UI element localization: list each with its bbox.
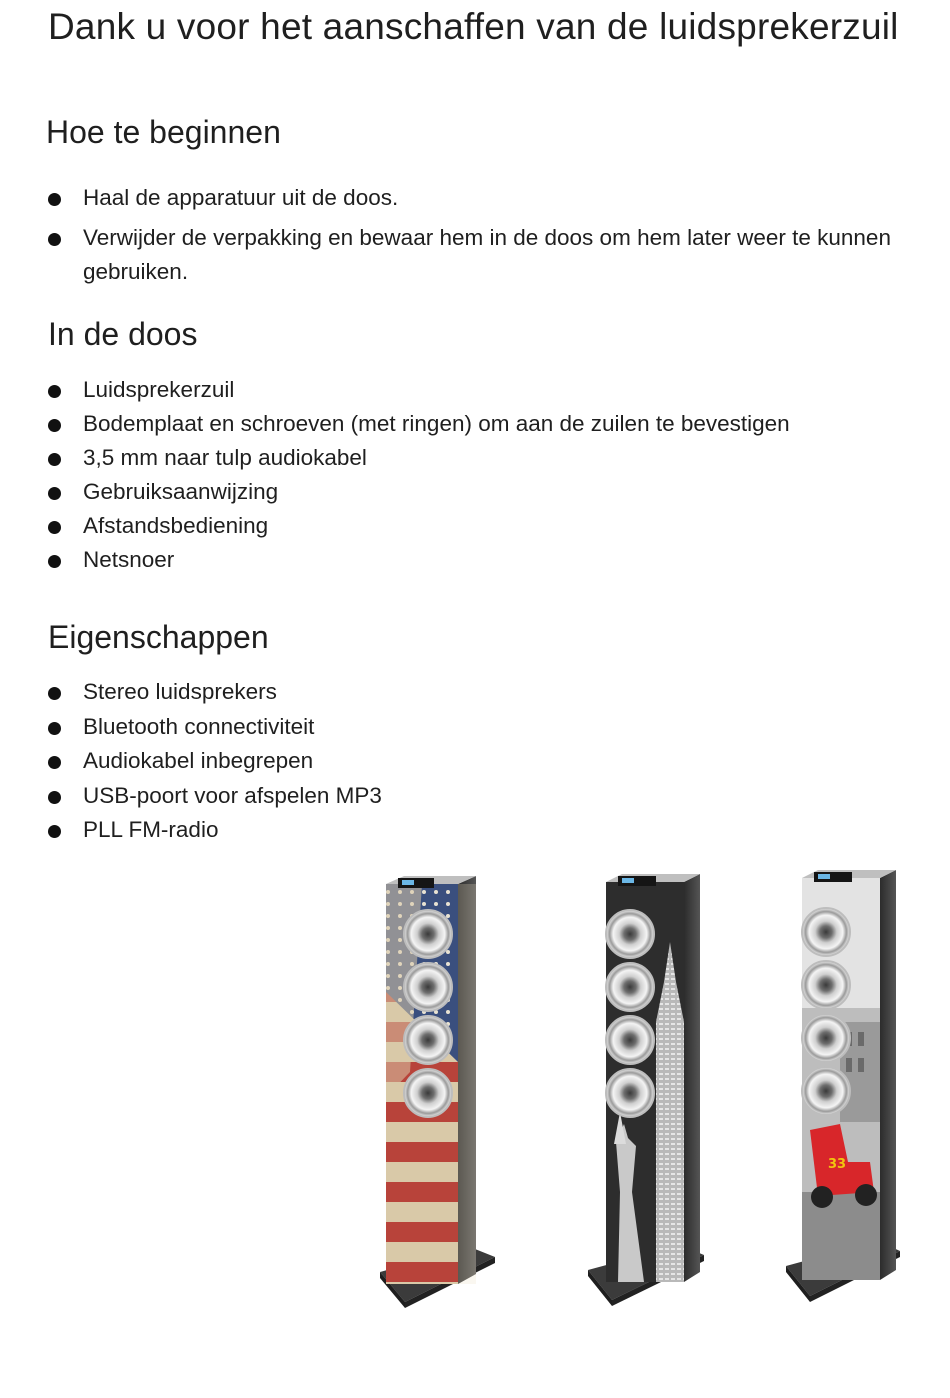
list-item: PLL FM-radio bbox=[0, 813, 382, 847]
speaker-towers-photo bbox=[370, 862, 910, 1317]
rome-scooter-tower bbox=[786, 870, 900, 1302]
heading-in-the-box: In de doos bbox=[48, 316, 198, 352]
list-item: Stereo luidsprekers bbox=[0, 675, 382, 709]
list-item: Haal de apparatuur uit de doos. bbox=[0, 181, 893, 215]
in-the-box-list bbox=[0, 373, 790, 577]
page-title: Dank u voor het aanschaffen van de luidsprekerzuil bbox=[48, 6, 899, 47]
scooter-number: 33 bbox=[828, 1157, 847, 1172]
list-item: Bluetooth connectiviteit bbox=[0, 710, 382, 744]
list-item: Afstandsbediening bbox=[0, 509, 790, 543]
getting-started-list bbox=[0, 181, 893, 295]
list-item: Gebruiksaanwijzing bbox=[0, 475, 790, 509]
heading-features: Eigenschappen bbox=[48, 619, 269, 655]
list-item: Audiokabel inbegrepen bbox=[0, 744, 382, 778]
usa-flag-tower bbox=[380, 876, 495, 1308]
list-item: 3,5 mm naar tulp audiokabel bbox=[0, 441, 790, 475]
features-list bbox=[0, 675, 382, 848]
list-item: Netsnoer bbox=[0, 543, 790, 577]
list-item: Luidsprekerzuil bbox=[0, 373, 790, 407]
list-item: Verwijder de verpakking en bewaar hem in de doos om hem later weer te kunnen gebruiken. bbox=[0, 221, 893, 289]
new-york-tower bbox=[588, 874, 704, 1306]
heading-getting-started: Hoe te beginnen bbox=[46, 114, 281, 150]
list-item: Bodemplaat en schroeven (met ringen) om aan de zuilen te bevestigen bbox=[0, 407, 790, 441]
list-item: USB-poort voor afspelen MP3 bbox=[0, 779, 382, 813]
